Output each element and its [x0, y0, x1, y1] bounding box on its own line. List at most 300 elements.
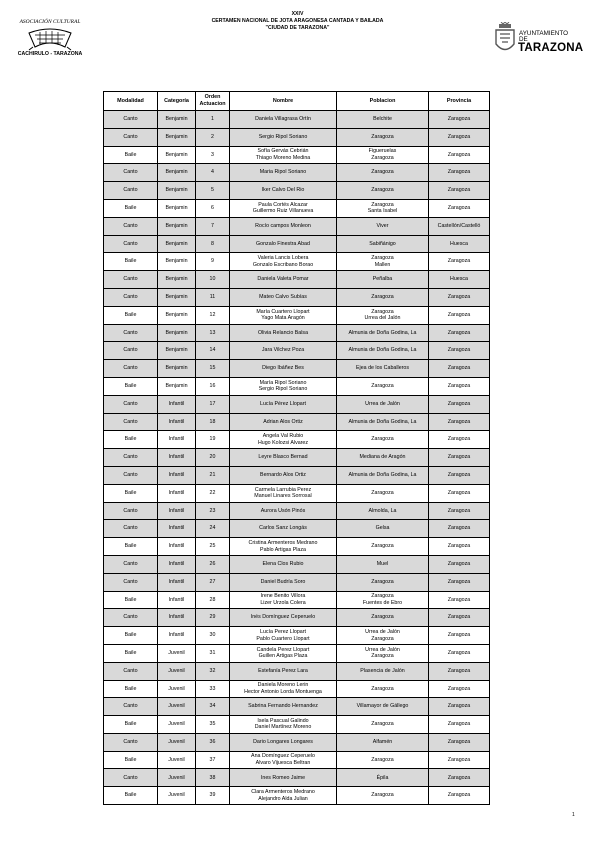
cell-categoria: Benjamin [158, 360, 196, 378]
table-row [104, 573, 490, 591]
cell-orden: 1 [196, 111, 230, 129]
cell-nombre-line: Rocío campos Monleon [255, 222, 311, 229]
table-row [104, 128, 490, 146]
cell-categoria: Benjamin [158, 342, 196, 360]
cell-provincia: Zaragoza [429, 377, 490, 395]
cell-nombre-line: Daniel Martínez Moreno [254, 724, 312, 731]
cell-provincia: Zaragoza [429, 787, 490, 805]
cell-poblacion-line: Épila [376, 774, 389, 781]
cell-nombre-line: María Cuartero Llopart [256, 308, 310, 315]
table-row [104, 360, 490, 378]
cell-modalidad: Canto [104, 288, 158, 306]
cell-poblacion [337, 395, 429, 413]
cell-poblacion [337, 360, 429, 378]
cell-nombre-line: Clara Armenteros Medrano [251, 789, 315, 796]
cell-modalidad: Baile [104, 146, 158, 164]
cell-nombre-line: Gonzalo Finestra Abad [256, 240, 310, 247]
cell-orden: 21 [196, 466, 230, 484]
cell-poblacion [337, 342, 429, 360]
cell-poblacion [337, 538, 429, 556]
cell-modalidad: Canto [104, 271, 158, 289]
cell-nombre-line: Sabrina Fernando Hernandez [248, 703, 318, 710]
cell-modalidad: Canto [104, 324, 158, 342]
cell-categoria: Benjamin [158, 377, 196, 395]
cell-poblacion-line: Mallen [374, 261, 391, 268]
cell-poblacion-line: Sabiñánigo [369, 240, 396, 247]
cell-orden: 7 [196, 217, 230, 235]
cell-nombre-line: Guillermo Ruiz Villanueva [252, 208, 314, 215]
cell-nombre [230, 787, 337, 805]
cell-nombre [230, 342, 337, 360]
cell-poblacion-line: Almunia de Doña Godina, La [348, 329, 417, 336]
cell-poblacion [337, 413, 429, 431]
cell-categoria: Infantil [158, 520, 196, 538]
cell-nombre [230, 360, 337, 378]
cell-orden: 8 [196, 235, 230, 253]
cell-nombre-line: Leyre Blasco Bernad [258, 454, 308, 461]
cell-orden: 31 [196, 644, 230, 662]
cell-modalidad: Baile [104, 199, 158, 217]
table-row [104, 662, 490, 680]
cell-poblacion-line: Villamayor de Gállego [356, 703, 409, 710]
cell-nombre-line: Yago Mata Aragón [261, 315, 305, 322]
cell-provincia: Zaragoza [429, 199, 490, 217]
cell-modalidad: Baile [104, 591, 158, 609]
cell-nombre-line: Carlos Sanz Longás [259, 525, 307, 532]
logo-arc-text: ASOCIACIÓN CULTURAL [19, 19, 81, 25]
cell-poblacion [337, 644, 429, 662]
table-row [104, 217, 490, 235]
cell-orden: 24 [196, 520, 230, 538]
cell-categoria: Benjamin [158, 128, 196, 146]
table-row [104, 733, 490, 751]
cell-nombre-line: Gonzalo Escribano Borao [252, 261, 314, 268]
cell-poblacion-line: Zaragoza [371, 756, 394, 763]
cell-provincia: Zaragoza [429, 627, 490, 645]
cell-poblacion-line: Alfamén [372, 738, 393, 745]
cell-provincia: Zaragoza [429, 538, 490, 556]
cell-categoria: Infantil [158, 555, 196, 573]
cell-categoria: Infantil [158, 431, 196, 449]
header-poblacion: Poblacion [337, 92, 429, 111]
cell-categoria: Infantil [158, 538, 196, 556]
cell-modalidad: Canto [104, 111, 158, 129]
cell-modalidad: Canto [104, 573, 158, 591]
cell-nombre-line: Cristina Armenteros Medrano [248, 539, 318, 546]
cell-provincia: Zaragoza [429, 662, 490, 680]
table-row [104, 199, 490, 217]
cell-nombre [230, 164, 337, 182]
cell-modalidad: Canto [104, 466, 158, 484]
table-row [104, 555, 490, 573]
cell-poblacion [337, 716, 429, 734]
cell-categoria: Juvenil [158, 662, 196, 680]
cell-nombre [230, 413, 337, 431]
table-row [104, 680, 490, 698]
cell-nombre-line: María Ripol Soriano [259, 379, 307, 386]
cell-poblacion-line: Zaragoza [371, 383, 394, 390]
cell-poblacion [337, 128, 429, 146]
cell-nombre-line: Lizer Urzola Colera [260, 599, 306, 606]
cell-provincia: Zaragoza [429, 164, 490, 182]
cell-nombre [230, 431, 337, 449]
cell-categoria: Infantil [158, 609, 196, 627]
cell-poblacion [337, 431, 429, 449]
cell-categoria: Juvenil [158, 769, 196, 787]
cell-nombre [230, 751, 337, 769]
cell-nombre-line: Alejandro Alda Julian [258, 795, 308, 802]
cell-modalidad: Canto [104, 769, 158, 787]
cell-nombre-line: Olivia Relancio Balsa [257, 329, 309, 336]
cell-nombre [230, 716, 337, 734]
cell-poblacion-line: Zaragoza [371, 578, 394, 585]
cell-categoria: Juvenil [158, 716, 196, 734]
cell-poblacion-line: Zaragoza [371, 792, 394, 799]
cell-categoria: Benjamin [158, 199, 196, 217]
cell-orden: 33 [196, 680, 230, 698]
cell-categoria: Benjamin [158, 111, 196, 129]
logo-subtitle: CACHIRULO - TARAZONA [17, 51, 83, 57]
cell-nombre [230, 466, 337, 484]
table-row [104, 253, 490, 271]
cell-nombre-line: Daniela Villagrasa Ortín [255, 116, 311, 123]
cell-poblacion-line: Zaragoza [371, 614, 394, 621]
cell-nombre-line: Jara Vilchez Poza [261, 347, 305, 354]
cell-categoria: Juvenil [158, 733, 196, 751]
table-row [104, 182, 490, 200]
cell-modalidad: Canto [104, 413, 158, 431]
cell-nombre [230, 377, 337, 395]
table-row [104, 395, 490, 413]
cell-modalidad: Canto [104, 609, 158, 627]
cell-modalidad: Baile [104, 680, 158, 698]
cell-poblacion-line: Fuentes de Ebro [362, 599, 403, 606]
cell-provincia: Zaragoza [429, 573, 490, 591]
cell-provincia: Zaragoza [429, 182, 490, 200]
logo-line-tarazona: TARAZONA [518, 42, 584, 54]
cell-modalidad: Canto [104, 555, 158, 573]
table-row [104, 502, 490, 520]
cell-provincia: Zaragoza [429, 288, 490, 306]
cell-categoria: Infantil [158, 395, 196, 413]
cell-orden: 35 [196, 716, 230, 734]
cell-categoria: Infantil [158, 591, 196, 609]
cell-nombre [230, 627, 337, 645]
cell-orden: 32 [196, 662, 230, 680]
table-row [104, 627, 490, 645]
table-row [104, 164, 490, 182]
cell-poblacion-line: Urrea de Jalón [365, 628, 400, 635]
cell-provincia: Huesca [429, 271, 490, 289]
cell-provincia: Zaragoza [429, 431, 490, 449]
cell-orden: 11 [196, 288, 230, 306]
cell-orden: 25 [196, 538, 230, 556]
cell-categoria: Infantil [158, 449, 196, 467]
cell-nombre [230, 484, 337, 502]
cell-provincia: Zaragoza [429, 128, 490, 146]
page-number: 1 [572, 812, 575, 818]
table-row [104, 538, 490, 556]
cell-categoria: Benjamin [158, 306, 196, 324]
cell-modalidad: Canto [104, 502, 158, 520]
cell-modalidad: Baile [104, 538, 158, 556]
cell-provincia: Zaragoza [429, 769, 490, 787]
cell-orden: 38 [196, 769, 230, 787]
cell-modalidad: Baile [104, 627, 158, 645]
cell-provincia: Zaragoza [429, 342, 490, 360]
cell-nombre [230, 324, 337, 342]
cell-poblacion [337, 111, 429, 129]
cell-poblacion-line: Zaragoza [371, 187, 394, 194]
cell-modalidad: Baile [104, 431, 158, 449]
cell-categoria: Benjamin [158, 217, 196, 235]
cell-poblacion [337, 627, 429, 645]
cell-orden: 3 [196, 146, 230, 164]
cell-provincia: Zaragoza [429, 555, 490, 573]
header-event-title: CERTAMEN NACIONAL DE JOTA ARAGONESA CANTADA Y BAILADA [211, 18, 384, 24]
cell-categoria: Juvenil [158, 751, 196, 769]
cell-provincia: Zaragoza [429, 609, 490, 627]
cell-orden: 13 [196, 324, 230, 342]
cell-modalidad: Canto [104, 520, 158, 538]
cell-poblacion-line: Zaragoza [371, 721, 394, 728]
cell-poblacion-line: Mediana de Aragón [359, 454, 406, 461]
cell-categoria: Juvenil [158, 644, 196, 662]
header-nombre: Nombre [230, 92, 337, 111]
cell-modalidad: Canto [104, 698, 158, 716]
cell-orden: 10 [196, 271, 230, 289]
cell-poblacion-line: Zaragoza [371, 436, 394, 443]
cell-poblacion [337, 680, 429, 698]
cell-categoria: Infantil [158, 466, 196, 484]
cell-poblacion-line: Zaragoza [371, 543, 394, 550]
cell-nombre [230, 680, 337, 698]
cell-orden: 2 [196, 128, 230, 146]
table-row [104, 288, 490, 306]
cell-orden: 15 [196, 360, 230, 378]
cell-nombre-line: Diego Ibáñez Bes [262, 365, 304, 372]
cell-poblacion-line: Urrea de Jalón [365, 400, 400, 407]
table-row [104, 769, 490, 787]
table-row [104, 484, 490, 502]
cell-modalidad: Canto [104, 449, 158, 467]
table-header-row [104, 92, 490, 111]
coat-of-arms-icon [494, 22, 516, 56]
cell-provincia: Zaragoza [429, 111, 490, 129]
cell-poblacion-line: Viver [376, 222, 389, 229]
cell-modalidad: Canto [104, 662, 158, 680]
cell-poblacion [337, 164, 429, 182]
cell-poblacion-line: Zaragoza [371, 593, 394, 600]
cell-provincia: Zaragoza [429, 449, 490, 467]
cell-modalidad: Canto [104, 733, 158, 751]
cell-poblacion-line: Zaragoza [371, 169, 394, 176]
cell-orden: 17 [196, 395, 230, 413]
cell-orden: 30 [196, 627, 230, 645]
cell-nombre-line: Valeria Lancis Lobera [257, 255, 309, 262]
cell-orden: 14 [196, 342, 230, 360]
cell-poblacion-line: Ejea de los Caballeros [356, 365, 409, 372]
cell-nombre [230, 146, 337, 164]
cell-poblacion-line: Zaragoza [371, 294, 394, 301]
cell-nombre-line: Daniela Valeta Pomar [257, 276, 309, 283]
cell-nombre [230, 609, 337, 627]
cell-poblacion [337, 253, 429, 271]
cell-nombre-line: Inés Domínguez Ceperuelo [250, 614, 316, 621]
cell-poblacion [337, 555, 429, 573]
cell-nombre [230, 662, 337, 680]
cell-nombre-line: Ines Romeo Jaime [260, 774, 306, 781]
cell-categoria: Juvenil [158, 698, 196, 716]
cell-nombre-line: Sofía Gervás Cebrián [257, 148, 309, 155]
table-row [104, 342, 490, 360]
cell-categoria: Juvenil [158, 787, 196, 805]
cell-nombre [230, 306, 337, 324]
cell-nombre-line: Angela Val Rubio [262, 433, 304, 440]
header-orden: Orden Actuacion [196, 92, 230, 111]
cell-modalidad: Canto [104, 342, 158, 360]
cell-nombre-line: Manuel Linares Sorrosal [254, 493, 312, 500]
table-row [104, 377, 490, 395]
document-header [160, 11, 435, 32]
cell-poblacion-line: Zaragoza [371, 133, 394, 140]
cell-nombre [230, 733, 337, 751]
cell-nombre [230, 449, 337, 467]
cell-nombre-line: Hector Antonio Lorda Montuenga [244, 688, 322, 695]
cell-provincia: Zaragoza [429, 751, 490, 769]
cell-nombre [230, 573, 337, 591]
table-row [104, 644, 490, 662]
cell-nombre [230, 271, 337, 289]
cell-nombre-line: Estefanía Perez Lara [258, 667, 308, 674]
cell-poblacion-line: Zaragoza [371, 489, 394, 496]
cell-orden: 5 [196, 182, 230, 200]
cell-categoria: Infantil [158, 484, 196, 502]
cell-provincia: Zaragoza [429, 484, 490, 502]
cell-nombre-line: Sergio Ripol Soriano [258, 133, 308, 140]
cell-poblacion-line: Zaragoza [371, 685, 394, 692]
cell-nombre-line: Sergio Ripol Soriano [258, 386, 308, 393]
cell-nombre [230, 644, 337, 662]
cell-nombre [230, 698, 337, 716]
cell-provincia: Zaragoza [429, 680, 490, 698]
cell-nombre [230, 128, 337, 146]
cell-poblacion [337, 484, 429, 502]
cell-orden: 6 [196, 199, 230, 217]
cell-poblacion-line: Almunia de Doña Godina, La [348, 418, 417, 425]
cell-nombre-line: Bernardo Alos Ortiz [260, 472, 306, 479]
cell-nombre [230, 253, 337, 271]
table-row [104, 235, 490, 253]
cell-poblacion-line: Zaragoza [371, 308, 394, 315]
table-row [104, 716, 490, 734]
cell-modalidad: Baile [104, 253, 158, 271]
cell-categoria: Infantil [158, 627, 196, 645]
cell-provincia: Zaragoza [429, 395, 490, 413]
cell-modalidad: Baile [104, 484, 158, 502]
cell-modalidad: Canto [104, 360, 158, 378]
table-row [104, 111, 490, 129]
cell-poblacion-line: Muel [376, 561, 389, 568]
cell-nombre-line: Candela Perez Llopart [256, 646, 310, 653]
cell-poblacion [337, 502, 429, 520]
table-row [104, 609, 490, 627]
cell-orden: 19 [196, 431, 230, 449]
cell-nombre [230, 288, 337, 306]
table-row [104, 271, 490, 289]
cell-poblacion [337, 324, 429, 342]
cell-provincia: Zaragoza [429, 502, 490, 520]
cell-modalidad: Baile [104, 306, 158, 324]
cell-nombre [230, 555, 337, 573]
cell-nombre-line: Lucía Perez Llopart [260, 628, 306, 635]
cell-poblacion [337, 733, 429, 751]
table-row [104, 591, 490, 609]
cell-nombre-line: Elena Clos Rubio [262, 561, 304, 568]
cell-nombre-line: Adrian Alos Ortiz [263, 418, 303, 425]
cell-categoria: Benjamin [158, 271, 196, 289]
cell-provincia: Zaragoza [429, 324, 490, 342]
cell-nombre [230, 182, 337, 200]
cell-poblacion [337, 199, 429, 217]
cell-nombre [230, 769, 337, 787]
cell-orden: 12 [196, 306, 230, 324]
cell-nombre-line: Dario Longares Longares [253, 738, 313, 745]
table-row [104, 466, 490, 484]
cell-poblacion [337, 573, 429, 591]
cachirulo-emblem-icon [25, 27, 75, 51]
cell-poblacion [337, 769, 429, 787]
cell-orden: 23 [196, 502, 230, 520]
cell-nombre [230, 217, 337, 235]
table-row [104, 520, 490, 538]
cell-modalidad: Baile [104, 787, 158, 805]
cell-poblacion [337, 787, 429, 805]
cell-nombre [230, 199, 337, 217]
cell-categoria: Infantil [158, 502, 196, 520]
cell-nombre-line: Iker Calvo Del Rio [261, 187, 305, 194]
table-row [104, 431, 490, 449]
cell-nombre [230, 111, 337, 129]
header-event-subtitle: "CIUDAD DE TARAZONA" [265, 25, 330, 31]
cell-nombre [230, 538, 337, 556]
cell-nombre-line: Isela Pascual Galindo [257, 717, 309, 724]
cell-poblacion-line: Zaragoza [371, 154, 394, 161]
cell-provincia: Zaragoza [429, 146, 490, 164]
cell-poblacion-line: Urrea de Jalón [365, 646, 400, 653]
table-row [104, 324, 490, 342]
cell-nombre-line: Pablo Artigas Plaza [260, 546, 306, 553]
cell-categoria: Benjamin [158, 146, 196, 164]
cell-nombre-line: Daniela Moreno Lerin [257, 682, 309, 689]
cell-nombre-line: Aurora Usón Pinós [260, 507, 306, 514]
table-row [104, 306, 490, 324]
cell-provincia: Zaragoza [429, 520, 490, 538]
cell-poblacion-line: Almunia de Doña Godina, La [348, 347, 417, 354]
cell-poblacion-line: Zaragoza [371, 635, 394, 642]
cell-provincia: Zaragoza [429, 306, 490, 324]
cell-poblacion-line: Zaragoza [371, 255, 394, 262]
header-categoria: Categoría [158, 92, 196, 111]
cell-nombre-line: Daniel Budría Soro [260, 578, 306, 585]
cell-poblacion [337, 271, 429, 289]
cell-orden: 34 [196, 698, 230, 716]
cell-modalidad: Canto [104, 235, 158, 253]
cell-nombre [230, 395, 337, 413]
cell-poblacion-line: Peñalba [372, 276, 393, 283]
cell-poblacion-line: Almunia de Doña Godina, La [348, 472, 417, 479]
cell-modalidad: Canto [104, 217, 158, 235]
